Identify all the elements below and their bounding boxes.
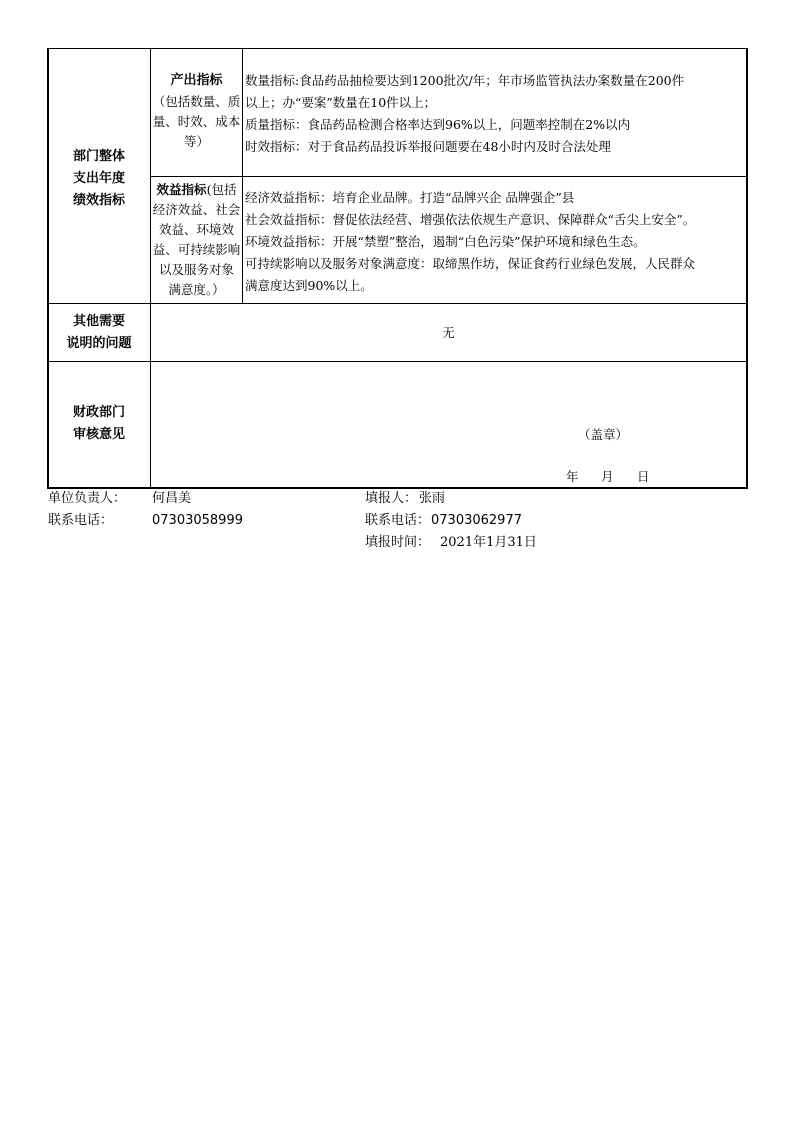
section-label-line-2: 支出年度 <box>72 171 125 186</box>
benefit-line-4: 可持续影响以及服务对象满意度：取缔黑作坊，保证食药行业绿色发展，人民群众 <box>245 256 696 271</box>
benefit-indicator-subtitle-5: 满意度。） <box>168 282 225 297</box>
table-row-divider-1 <box>150 176 748 177</box>
output-indicator-content <box>245 70 745 158</box>
phone2-value: 07303062977 <box>431 513 522 528</box>
other-issues-value: 无 <box>442 325 455 340</box>
benefit-indicator-content <box>245 187 745 297</box>
phone2-label: 联系电话： <box>365 513 431 528</box>
filler-value: 张雨 <box>419 491 446 506</box>
output-line-2: 以上；办“要案”数量在10件以上； <box>245 95 437 110</box>
section-label-line-3: 绩效指标 <box>72 193 125 208</box>
output-indicator-subtitle-1: （包括数量、质 <box>152 94 241 109</box>
section-label-line-1: 部门整体 <box>72 149 125 164</box>
fill-date-value: 2021年1月31日 <box>440 535 537 550</box>
table-border-top <box>47 48 748 49</box>
benefit-indicator-title: 效益指标 <box>156 182 207 197</box>
table-row-divider-2 <box>47 303 748 304</box>
table-border-right <box>746 48 748 488</box>
benefit-indicator-title-row <box>151 180 242 200</box>
phone1-label: 联系电话： <box>48 513 114 528</box>
benefit-indicator-subtitle-2: 效益、环境效 <box>158 222 234 237</box>
finance-review-label <box>48 402 150 446</box>
output-indicator-subtitle-2: 量、时效、成本 <box>152 114 241 129</box>
finance-review-label-line-2: 审核意见 <box>72 427 125 442</box>
benefit-line-5: 满意度达到90%以上。 <box>245 278 373 293</box>
section-label <box>48 146 150 212</box>
finance-review-label-line-1: 财政部门 <box>72 405 125 420</box>
other-issues-label <box>48 311 150 355</box>
leader-label: 单位负责人： <box>48 491 127 506</box>
phone1-value: 07303058999 <box>152 513 243 528</box>
leader-value: 何昌美 <box>152 491 192 506</box>
benefit-line-2: 社会效益指标：督促依法经营、增强依法依规生产意识、保障群众“舌尖上安全”。 <box>245 212 696 227</box>
filler-label: 填报人： <box>365 491 418 506</box>
benefit-line-1: 经济效益指标：培育企业品牌。打造“品牌兴企 品牌强企”县 <box>245 190 575 205</box>
date-month: 月 <box>601 469 614 484</box>
benefit-indicator-subtitle-3: 益、可持续影响 <box>152 242 241 257</box>
output-line-1: 数量指标:食品药品抽检要达到1200批次/年；年市场监管执法办案数量在200件 <box>245 73 685 88</box>
output-indicator-label <box>151 70 242 152</box>
benefit-indicator-title-suffix: (包括 <box>206 182 237 197</box>
other-issues-label-line-2: 说明的问题 <box>66 336 132 351</box>
table-row-divider-3 <box>47 361 748 362</box>
benefit-indicator-label <box>151 180 242 300</box>
seal-text: （盖章） <box>578 427 629 442</box>
output-indicator-subtitle-3: 等） <box>183 134 209 149</box>
benefit-indicator-subtitle-4: 以及服务对象 <box>158 262 234 277</box>
fill-date-label: 填报时间： <box>365 535 431 550</box>
output-line-3: 质量指标：食品药品检测合格率达到96%以上，问题率控制在2%以内 <box>245 117 631 132</box>
date-year: 年 <box>566 469 579 484</box>
benefit-indicator-subtitle-1: 经济效益、社会 <box>152 202 241 217</box>
benefit-line-3: 环境效益指标：开展“禁塑”整治，遏制“白色污染”保护环境和绿色生态。 <box>245 234 646 249</box>
output-indicator-title: 产出指标 <box>170 73 223 88</box>
output-line-4: 时效指标：对于食品药品投诉举报问题要在48小时内及时合法处理 <box>245 139 611 154</box>
other-issues-label-line-1: 其他需要 <box>72 314 125 329</box>
date-day: 日 <box>637 469 650 484</box>
